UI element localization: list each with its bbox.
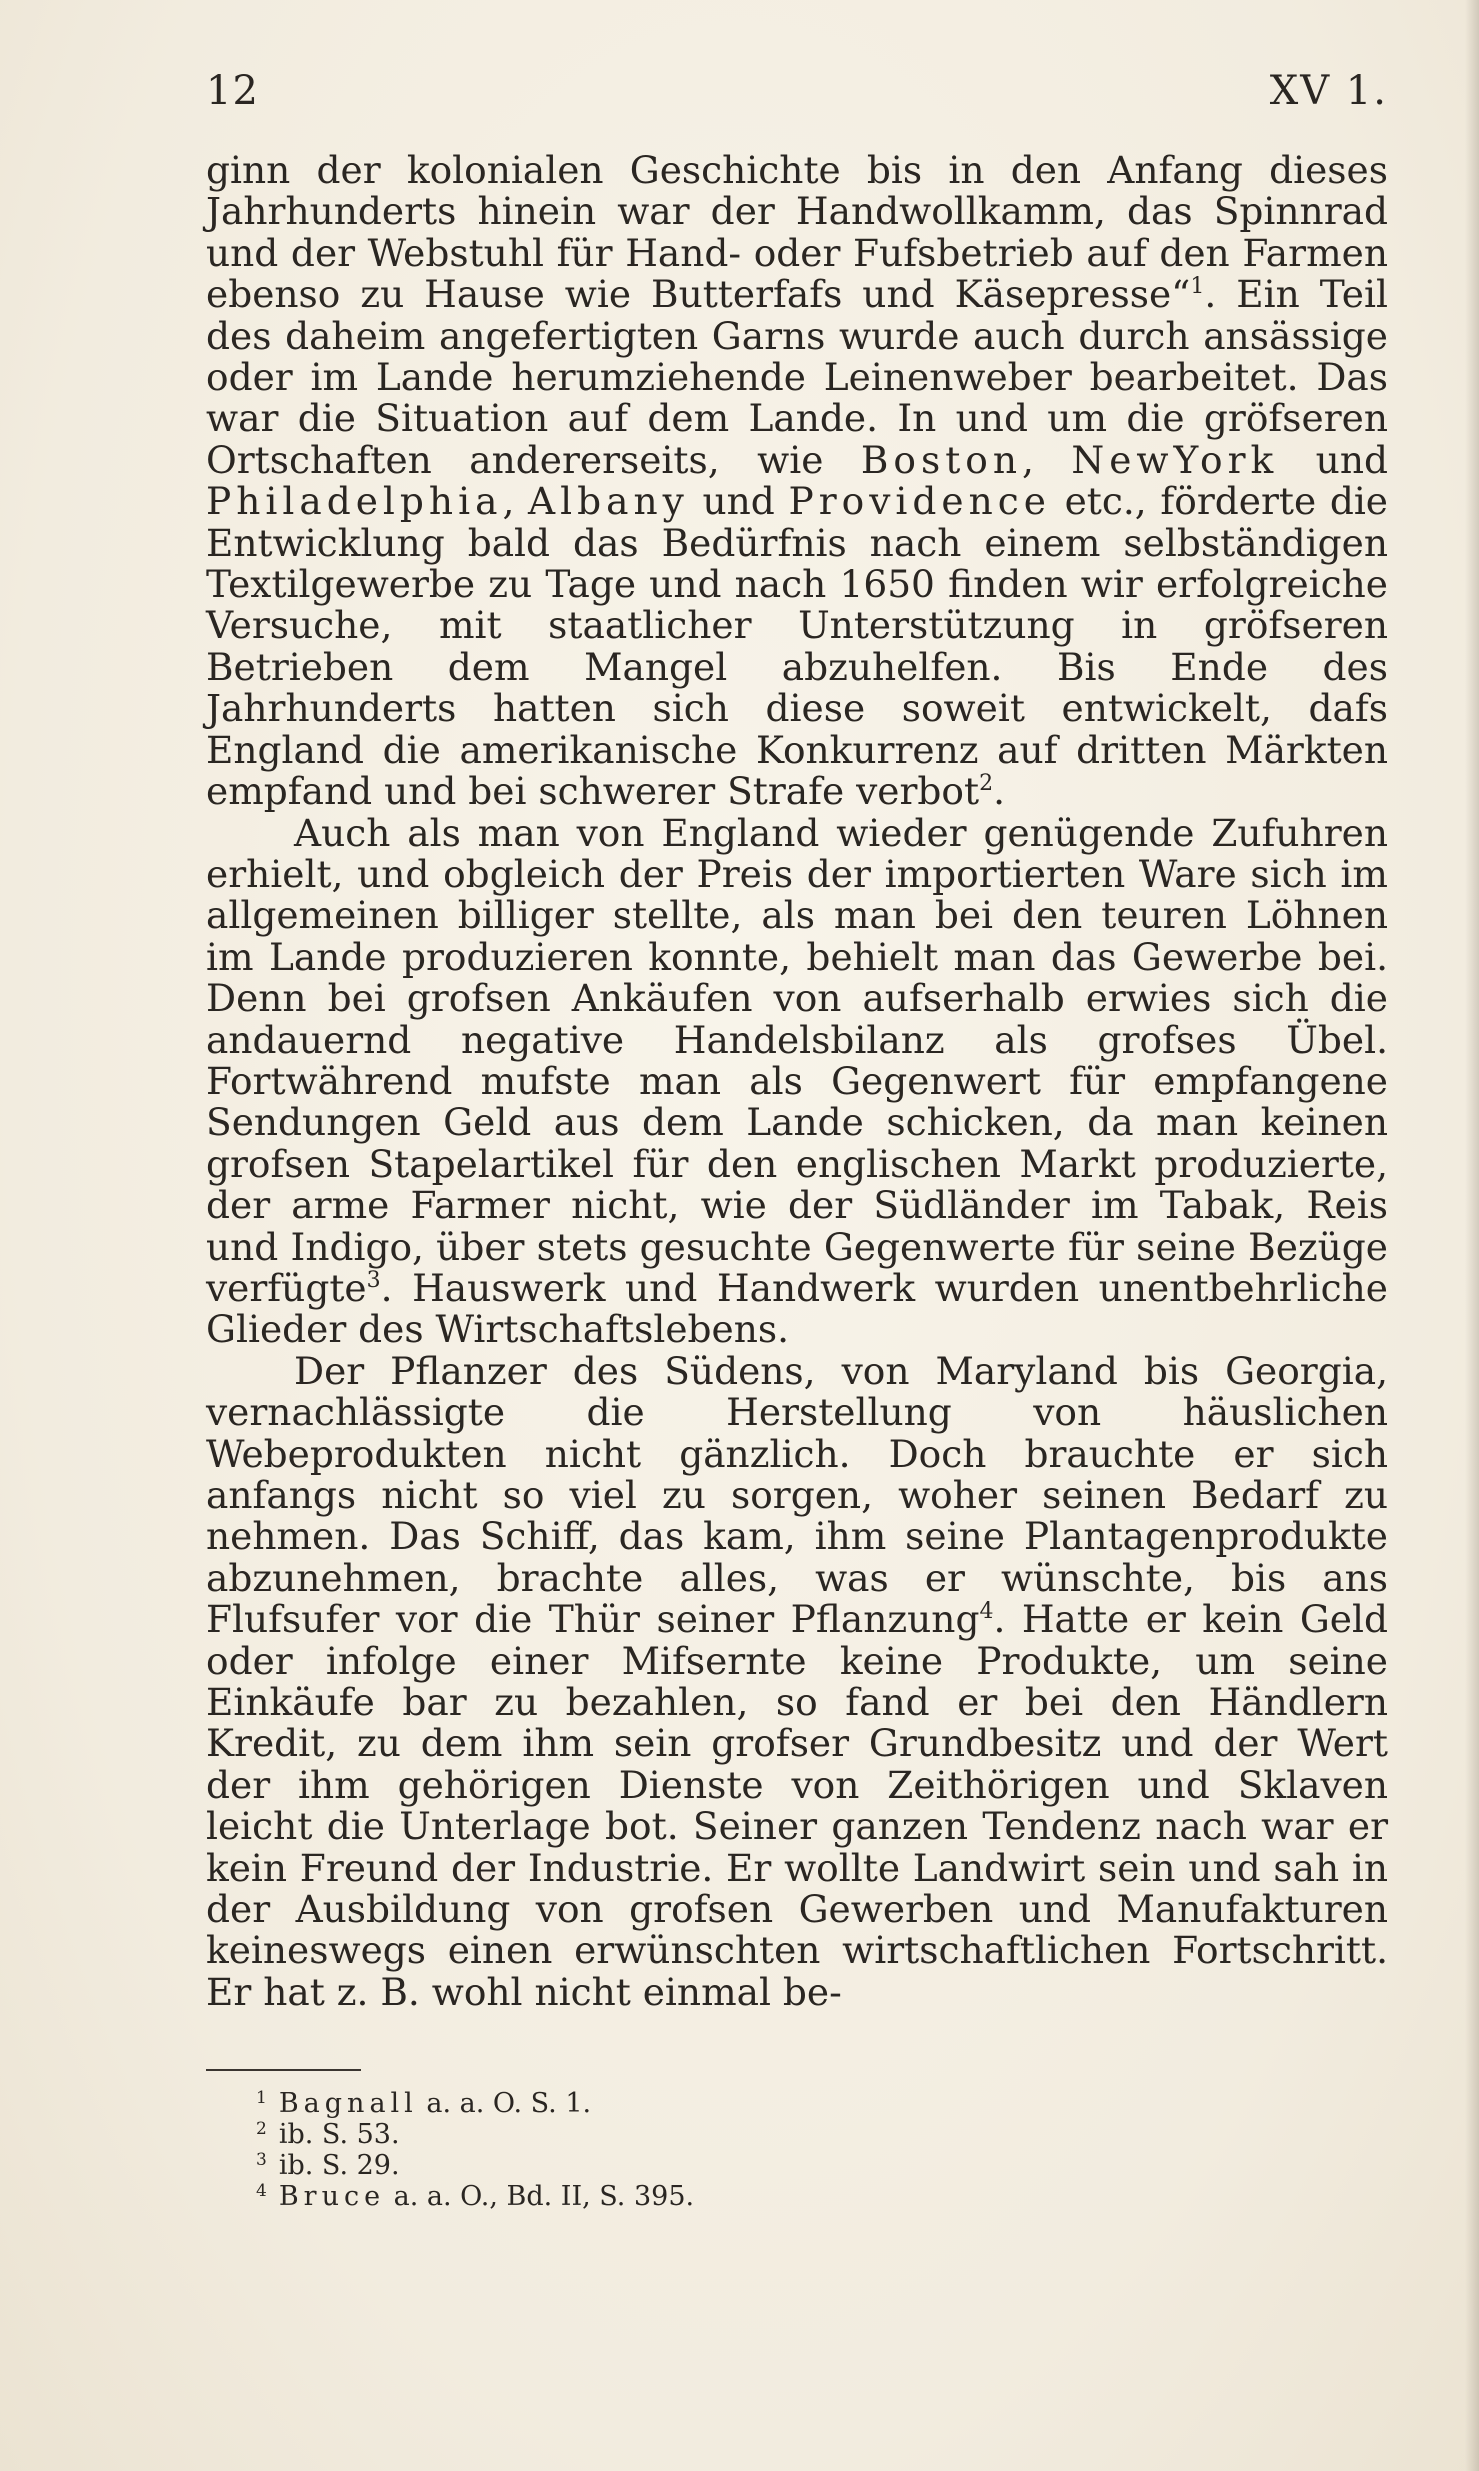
body-text bbox=[206, 150, 1388, 2013]
page-number: 12 bbox=[206, 68, 259, 114]
text-run: und bbox=[1278, 437, 1388, 482]
footnote-text: a. a. O., Bd. II, S. 395. bbox=[385, 2181, 695, 2212]
paragraph-2 bbox=[206, 810, 1388, 1352]
paragraph-1 bbox=[206, 150, 1388, 813]
footnote-author: Bruce bbox=[278, 2181, 386, 2212]
text-run: . Hatte er kein Geld oder infolge einer Mifsernte keine Produkte, um seine Einkäufe bar zu bezahlen, so fand er bei den Händlern Kredit, zu dem ihm sein grofser Grundbesitz und der Wert der ihm gehörigen Dienste von Zeithörigen und Sklaven leicht die Unterlage bot. Seiner ganzen Tendenz nach war er kein Freund der Industrie. Er wollte Landwirt sein und sah in der Ausbildung von grofsen Gewerben und Manufakturen keineswegs einen erwünschten wirtschaftlichen Fortschritt. Er hat z. B. wohl nicht einmal be- bbox=[206, 1597, 1388, 2014]
footnote-text: ib. S. 53. bbox=[278, 2119, 400, 2150]
text-run: ginn der kolonialen Geschichte bis in den Anfang dieses Jahrhunderts hinein war der Handwollkamm, das Spinnrad und der Webstuhl für Hand- oder Fufsbetrieb auf den Farmen ebenso zu Hause wie Butterfafs und Käsepresse“ bbox=[206, 148, 1388, 317]
page-header bbox=[206, 68, 1388, 128]
place-name-albany: Albany bbox=[528, 479, 689, 524]
footnote-author: Bagnall bbox=[278, 2088, 418, 2119]
footnote-ref-3: 3 bbox=[366, 1267, 381, 1293]
text-run: etc., förderte die Entwicklung bald das Bedürfnis nach einem selbständigen Textilgewerbe zu Tage und nach 1650 finden wir erfolgreiche Versuche, mit staatlicher Unterstützung in gröfseren Betrieben dem Mangel abzuhelfen. Bis Ende des Jahrhunderts hatten sich diese soweit entwickelt, dafs England die amerikanische Konkurrenz auf dritten Märkten empfand und bei schwerer Strafe verbot bbox=[206, 479, 1389, 814]
text-run: und bbox=[688, 479, 789, 524]
text-run: , bbox=[1022, 437, 1072, 482]
footnote-ref-4: 4 bbox=[979, 1599, 994, 1625]
place-name-boston: Boston bbox=[860, 437, 1023, 482]
footnote-mark: 2 bbox=[256, 2119, 267, 2139]
place-name-philadelphia: Philadelphia bbox=[206, 479, 503, 524]
footnote-text: ib. S. 29. bbox=[278, 2150, 400, 2181]
text-run: Der Pflanzer des Südens, von Maryland bis Georgia, vernachlässigte die Herstellung von häuslichen Webeprodukten nicht gänzlich. Doch brauchte er sich anfangs nicht so viel zu sorgen, woher seinen Bedarf zu nehmen. Das Schiff, das kam, ihm seine Plantagenprodukte abzunehmen, brachte alles, was er wünschte, bis ans Flufsufer vor die Thür seiner Pflanzung bbox=[206, 1348, 1388, 1642]
running-head: XV 1. bbox=[1269, 68, 1388, 114]
footnote-mark: 4 bbox=[256, 2181, 267, 2201]
footnote-4 bbox=[256, 2181, 1156, 2212]
footnote-ref-2: 2 bbox=[979, 771, 994, 797]
footnotes bbox=[256, 2088, 1156, 2212]
footnote-2 bbox=[256, 2119, 1156, 2150]
place-name-newyork: NewYork bbox=[1071, 437, 1279, 482]
footnote-text: a. a. O. S. 1. bbox=[417, 2088, 592, 2119]
text-run: Auch als man von England wieder genügende Zufuhren erhielt, und obgleich der Preis der importierten Ware sich im allgemeinen billiger stellte, als man bei den teuren Löhnen im Lande produzieren konnte, behielt man das Gewerbe bei. Denn bei grofsen Ankäufen von aufserhalb erwies sich die andauernd negative Handelsbilanz als grofses Übel. Fortwährend mufste man als Gegenwert für empfangene Sendungen Geld aus dem Lande schicken, da man keinen grofsen Stapelartikel für den englischen Markt produzierte, der arme Farmer nicht, wie der Südländer im Tabak, Reis und Indigo, über stets gesuchte Gegenwerte für seine Bezüge verfügte bbox=[206, 810, 1388, 1310]
place-name-providence: Providence bbox=[788, 479, 1051, 524]
footnote-1 bbox=[256, 2088, 1156, 2119]
footnote-mark: 3 bbox=[256, 2150, 267, 2170]
footnote-3 bbox=[256, 2150, 1156, 2181]
page-edge-shadow bbox=[1465, 0, 1479, 2471]
paragraph-3 bbox=[206, 1348, 1388, 2014]
text-run: . Hauswerk und Handwerk wurden unentbehrliche Glieder des Wirtschaftslebens. bbox=[206, 1265, 1388, 1352]
footnote-divider bbox=[206, 2069, 361, 2071]
text-run: . bbox=[993, 769, 1005, 814]
footnote-mark: 1 bbox=[256, 2088, 267, 2108]
footnote-ref-1: 1 bbox=[1190, 274, 1205, 300]
text-run: . Ein Teil des daheim angefertigten Garns wurde auch durch ansässige oder im Lande herumziehende Leinenweber bearbeitet. Das war die Situation auf dem Lande. In und um die gröfseren Ortschaften andererseits, wie bbox=[206, 272, 1388, 482]
text-run: , bbox=[502, 479, 529, 524]
